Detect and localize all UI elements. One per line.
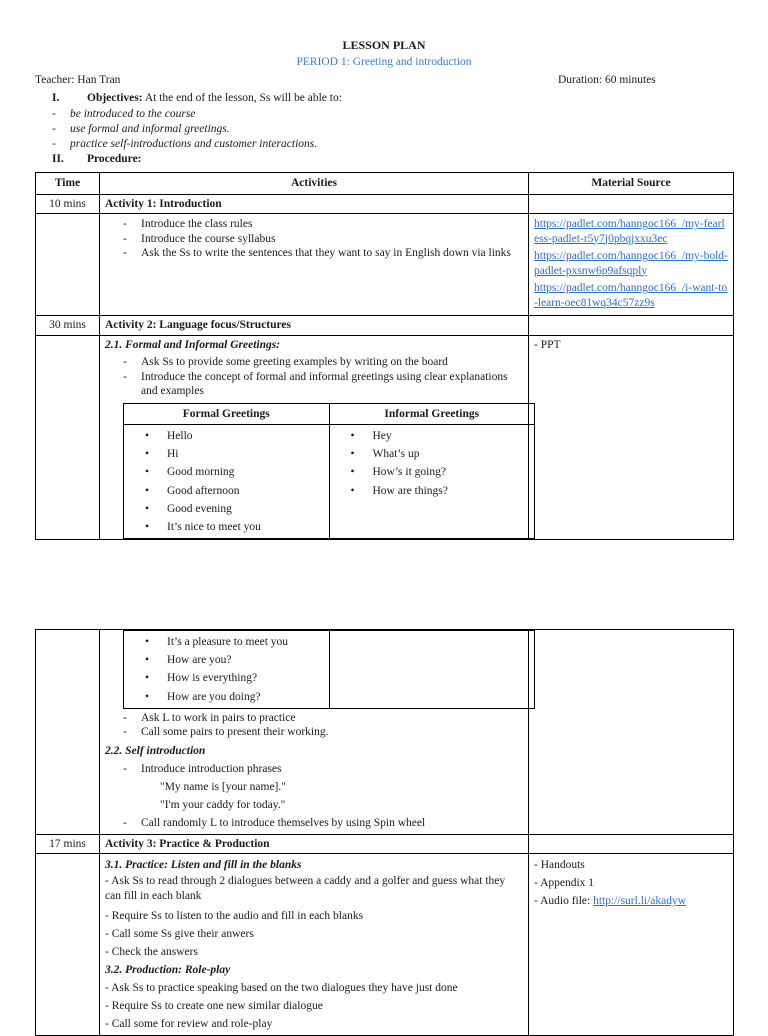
- activity3-line: - Ask Ss to practice speaking based on the two dialogues they have just done: [105, 982, 458, 995]
- list-item: • Good afternoon: [145, 482, 324, 500]
- period-subtitle: PERIOD 1: Greeting and introduction: [296, 56, 472, 68]
- activity3-line: - Require Ss to listen to the audio and fill in each blanks: [105, 910, 364, 923]
- list-item: • How are you?: [145, 651, 324, 669]
- list-item: • What’s up: [351, 445, 530, 463]
- activity1-time: 10 mins: [36, 194, 100, 214]
- list-item: - Introduce the class rules: [123, 217, 523, 232]
- padlet-link[interactable]: https://padlet.com/hanngoc166_/my-fearless-padlet-r5y7j0pbqjxxu3ec: [534, 218, 725, 245]
- intro-phrase: "I'm your caddy for today.": [160, 798, 286, 811]
- table-row: [36, 834, 734, 854]
- list-item: • Good evening: [145, 500, 324, 518]
- objective-item: - use formal and informal greetings.: [52, 123, 230, 135]
- activity2-sub1: 2.1. Formal and Informal Greetings:: [105, 338, 281, 351]
- list-item: • How’s it going?: [351, 463, 530, 481]
- objectives-intro: At the end of the lesson, Ss will be able to:: [144, 92, 342, 104]
- activity3-sub2: 3.2. Production: Role-play: [105, 964, 231, 977]
- document-title: LESSON PLAN: [342, 38, 426, 52]
- activity2-sub2-steps: [105, 760, 523, 778]
- activity2-sub2-steps-2: [105, 814, 523, 832]
- list-item: • How is everything?: [145, 669, 324, 687]
- activity3-line: - Require Ss to create one new similar dialogue: [105, 1000, 323, 1013]
- teacher-name: Teacher: Han Tran: [35, 74, 121, 86]
- procedure-table-page1: [35, 172, 734, 540]
- activity1-title: Activity 1: Introduction: [105, 197, 222, 210]
- objectives-heading: [52, 92, 342, 104]
- activity2-title: Activity 2: Language focus/Structures: [105, 319, 292, 331]
- activity2-after-steps: [105, 711, 523, 740]
- activity3-line: - Call some for review and role-play: [105, 1018, 273, 1031]
- header-time: Time: [36, 173, 100, 195]
- list-item: - Ask the Ss to write the sentences that they want to say in English down via links: [123, 246, 523, 261]
- formal-list: [129, 427, 324, 536]
- list-item: - Call some pairs to present their working.: [123, 725, 523, 740]
- list-item: • Hello: [145, 427, 324, 445]
- padlet-link[interactable]: https://padlet.com/hanngoc166_/i-want-to-learn-oec81wq34c57zz9s: [534, 282, 728, 309]
- objectives-list: [52, 107, 317, 152]
- activity3-time: 17 mins: [36, 834, 100, 854]
- table-header-row: [36, 173, 734, 195]
- list-item: - Introduce the concept of formal and informal greetings using clear explanations and examples: [123, 370, 523, 399]
- list-item: - Ask L to work in pairs to practice: [123, 711, 523, 726]
- list-item: - Introduce the course syllabus: [123, 232, 523, 247]
- audio-link[interactable]: http://surl.li/akadyw: [593, 895, 687, 908]
- header-material: Material Source: [529, 173, 734, 195]
- procedure-table-page2: [35, 629, 734, 1036]
- objective-item: - practice self-introductions and customer interactions.: [52, 138, 318, 150]
- header-activities: Activities: [100, 173, 529, 195]
- activity3-sub1: 3.1. Practice: Listen and fill in the blanks: [105, 859, 302, 872]
- list-item: - Call randomly L to introduce themselves by using Spin wheel: [123, 814, 523, 832]
- objectives-label: Objectives:: [87, 92, 143, 104]
- activity2-time: 30 mins: [36, 316, 100, 336]
- material-item: - Handouts: [534, 859, 585, 872]
- informal-header: Informal Greetings: [329, 403, 535, 425]
- table-row: [36, 214, 734, 316]
- list-item: • Hey: [351, 427, 530, 445]
- activity3-title: Activity 3: Practice & Production: [105, 837, 270, 850]
- activity1-steps: [105, 217, 523, 261]
- padlet-link[interactable]: https://padlet.com/hanngoc166_/my-bold-padlet-pxsnw6p9afsqply: [534, 250, 728, 277]
- activity2-sub1-steps: [105, 355, 523, 399]
- list-item: • How are you doing?: [145, 688, 324, 706]
- objectives-number: I.: [52, 92, 60, 104]
- activity2-sub2: 2.2. Self introduction: [105, 744, 206, 757]
- formal-header: Formal Greetings: [124, 403, 330, 425]
- greetings-table: [123, 403, 535, 540]
- list-item: • It’s a pleasure to meet you: [145, 633, 324, 651]
- list-item: • Hi: [145, 445, 324, 463]
- activity3-line: - Check the answers: [105, 946, 198, 959]
- table-row: [36, 316, 734, 336]
- activity2-material: - PPT: [529, 335, 734, 540]
- list-item: • Good morning: [145, 463, 324, 481]
- informal-list: [335, 427, 530, 500]
- table-row: [36, 194, 734, 214]
- audio-material: - Audio file: http://surl.li/akadyw: [534, 895, 687, 908]
- list-item: - Ask Ss to provide some greeting examples by writing on the board: [123, 355, 523, 370]
- material-item: - Appendix 1: [534, 877, 595, 890]
- table-row: [36, 335, 734, 540]
- formal-list-continued: [129, 633, 324, 706]
- table-row: [36, 630, 734, 835]
- greetings-table-continued: [123, 630, 535, 709]
- intro-phrase: "My name is [your name].": [160, 780, 286, 793]
- activity3-line: - Ask Ss to read through 2 dialogues between a caddy and a golfer and guess what they can fill in each blank: [105, 875, 506, 903]
- procedure-heading: II. Procedure:: [52, 153, 142, 165]
- objective-item: - be introduced to the course: [52, 108, 196, 120]
- activity3-line: - Call some Ss give their anwers: [105, 928, 254, 941]
- list-item: - Introduce introduction phrases: [123, 760, 523, 778]
- table-row: [36, 854, 734, 1036]
- list-item: • How are things?: [351, 482, 530, 500]
- list-item: • It’s nice to meet you: [145, 518, 324, 536]
- lesson-duration: Duration: 60 minutes: [558, 74, 656, 86]
